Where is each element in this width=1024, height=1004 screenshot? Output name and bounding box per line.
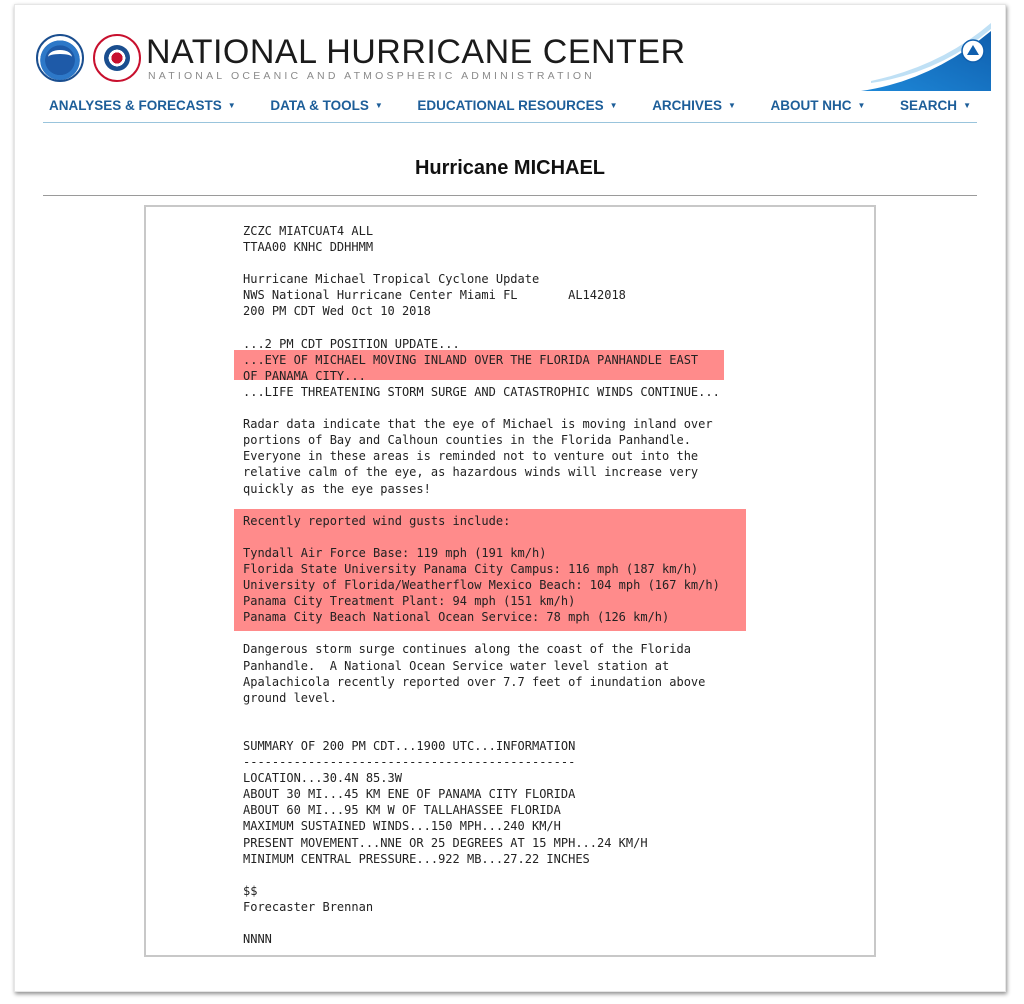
- chevron-down-icon: ▼: [727, 101, 736, 110]
- bulletin-line: Panama City Beach National Ocean Service: 78 mph (126 km/h): [243, 610, 670, 625]
- chevron-down-icon: ▼: [374, 101, 383, 110]
- bulletin-line: [243, 400, 720, 416]
- bulletin-line: [243, 722, 720, 738]
- bulletin-line: OF PANAMA CITY...: [243, 368, 366, 383]
- bulletin-line: Panama City Treatment Plant: 94 mph (151 km/h): [243, 594, 576, 609]
- bulletin-line: [243, 529, 720, 545]
- bulletin-line: ZCZC MIATCUAT4 ALL: [243, 224, 374, 238]
- bulletin-line: ground level.: [243, 690, 337, 705]
- screenshot-frame: [14, 4, 1006, 992]
- nws-emblem-icon: [104, 45, 130, 71]
- header-swoosh-icon: [861, 21, 991, 91]
- bulletin-line: ...LIFE THREATENING STORM SURGE AND CATASTROPHIC WINDS CONTINUE...: [243, 384, 720, 399]
- bulletin-line: NNNN: [243, 932, 272, 947]
- bulletin-line: ...2 PM CDT POSITION UPDATE...: [243, 336, 460, 351]
- bulletin-line: PRESENT MOVEMENT...NNE OR 25 DEGREES AT 15 MPH...24 KM/H: [243, 835, 648, 850]
- bulletin-line: Dangerous storm surge continues along the coast of the Florida: [243, 642, 691, 657]
- bulletin-line: University of Florida/Weatherflow Mexico Beach: 104 mph (167 km/h): [243, 578, 720, 593]
- bulletin-line: Tyndall Air Force Base: 119 mph (191 km/h): [243, 545, 547, 560]
- bulletin-line: NWS National Hurricane Center Miami FL AL142018: [243, 288, 626, 303]
- noaa-logo-icon[interactable]: [36, 34, 84, 82]
- site-title[interactable]: NATIONAL HURRICANE CENTER: [146, 33, 686, 71]
- bulletin-line: $$: [243, 883, 258, 898]
- bulletin-line: relative calm of the eye, as hazardous winds will increase very: [243, 465, 699, 480]
- chevron-down-icon: ▼: [609, 101, 618, 110]
- bulletin-line: ABOUT 30 MI...45 KM ENE OF PANAMA CITY FLORIDA: [243, 787, 576, 802]
- bulletin-line: [243, 320, 720, 336]
- bulletin-line: Recently reported wind gusts include:: [243, 513, 511, 528]
- nav-educational-resources[interactable]: EDUCATIONAL RESOURCES ▼: [417, 98, 618, 113]
- bulletin-line: MAXIMUM SUSTAINED WINDS...150 MPH...240 KM/H: [243, 819, 561, 834]
- bulletin-line: [243, 867, 720, 883]
- bulletin-line: Radar data indicate that the eye of Michael is moving inland over: [243, 417, 713, 432]
- nav-data-tools[interactable]: DATA & TOOLS ▼: [270, 98, 383, 113]
- nav-archives[interactable]: ARCHIVES ▼: [652, 98, 736, 113]
- bulletin-line: [243, 497, 720, 513]
- advisory-bulletin: [144, 205, 876, 957]
- main-nav: [43, 89, 977, 123]
- bulletin-text: [243, 223, 720, 947]
- bulletin-line: 200 PM CDT Wed Oct 10 2018: [243, 304, 431, 319]
- chevron-down-icon: ▼: [963, 101, 971, 110]
- bulletin-line: LOCATION...30.4N 85.3W: [243, 771, 402, 786]
- bulletin-line: portions of Bay and Calhoun counties in the Florida Panhandle.: [243, 433, 691, 448]
- bulletin-line: SUMMARY OF 200 PM CDT...1900 UTC...INFORMATION: [243, 739, 576, 753]
- bulletin-line: Florida State University Panama City Campus: 116 mph (187 km/h): [243, 561, 699, 576]
- bulletin-line: [243, 706, 720, 722]
- bulletin-line: MINIMUM CENTRAL PRESSURE...922 MB...27.22 INCHES: [243, 851, 590, 866]
- noaa-bird-icon: [48, 50, 72, 64]
- divider: [43, 195, 977, 196]
- bulletin-line: ...EYE OF MICHAEL MOVING INLAND OVER THE FLORIDA PANHANDLE EAST: [243, 352, 699, 367]
- bulletin-line: Forecaster Brennan: [243, 899, 374, 914]
- nws-logo-icon[interactable]: [93, 34, 141, 82]
- page-title: Hurricane MICHAEL: [414, 157, 606, 179]
- bulletin-line: ----------------------------------------------: [243, 755, 576, 770]
- nav-about-nhc[interactable]: ABOUT NHC ▼: [770, 98, 866, 113]
- nav-analyses-forecasts[interactable]: ANALYSES & FORECASTS ▼: [49, 98, 236, 113]
- bulletin-line: [243, 625, 720, 641]
- site-subtitle: NATIONAL OCEANIC AND ATMOSPHERIC ADMINISTRATION: [148, 70, 595, 82]
- bulletin-line: Hurricane Michael Tropical Cyclone Update: [243, 272, 540, 287]
- bulletin-line: quickly as the eye passes!: [243, 481, 431, 496]
- bulletin-line: [243, 915, 720, 931]
- bulletin-line: [243, 255, 720, 271]
- bulletin-line: TTAA00 KNHC DDHHMM: [243, 240, 374, 255]
- bulletin-line: Apalachicola recently reported over 7.7 feet of inundation above: [243, 674, 706, 689]
- bulletin-line: Panhandle. A National Ocean Service water level station at: [243, 658, 670, 673]
- bulletin-line: Everyone in these areas is reminded not to venture out into the: [243, 449, 699, 464]
- nav-search[interactable]: SEARCH ▼: [900, 98, 971, 113]
- bulletin-line: ABOUT 60 MI...95 KM W OF TALLAHASSEE FLORIDA: [243, 803, 561, 818]
- chevron-down-icon: ▼: [227, 101, 236, 110]
- chevron-down-icon: ▼: [857, 101, 866, 110]
- site-header: [15, 5, 1005, 91]
